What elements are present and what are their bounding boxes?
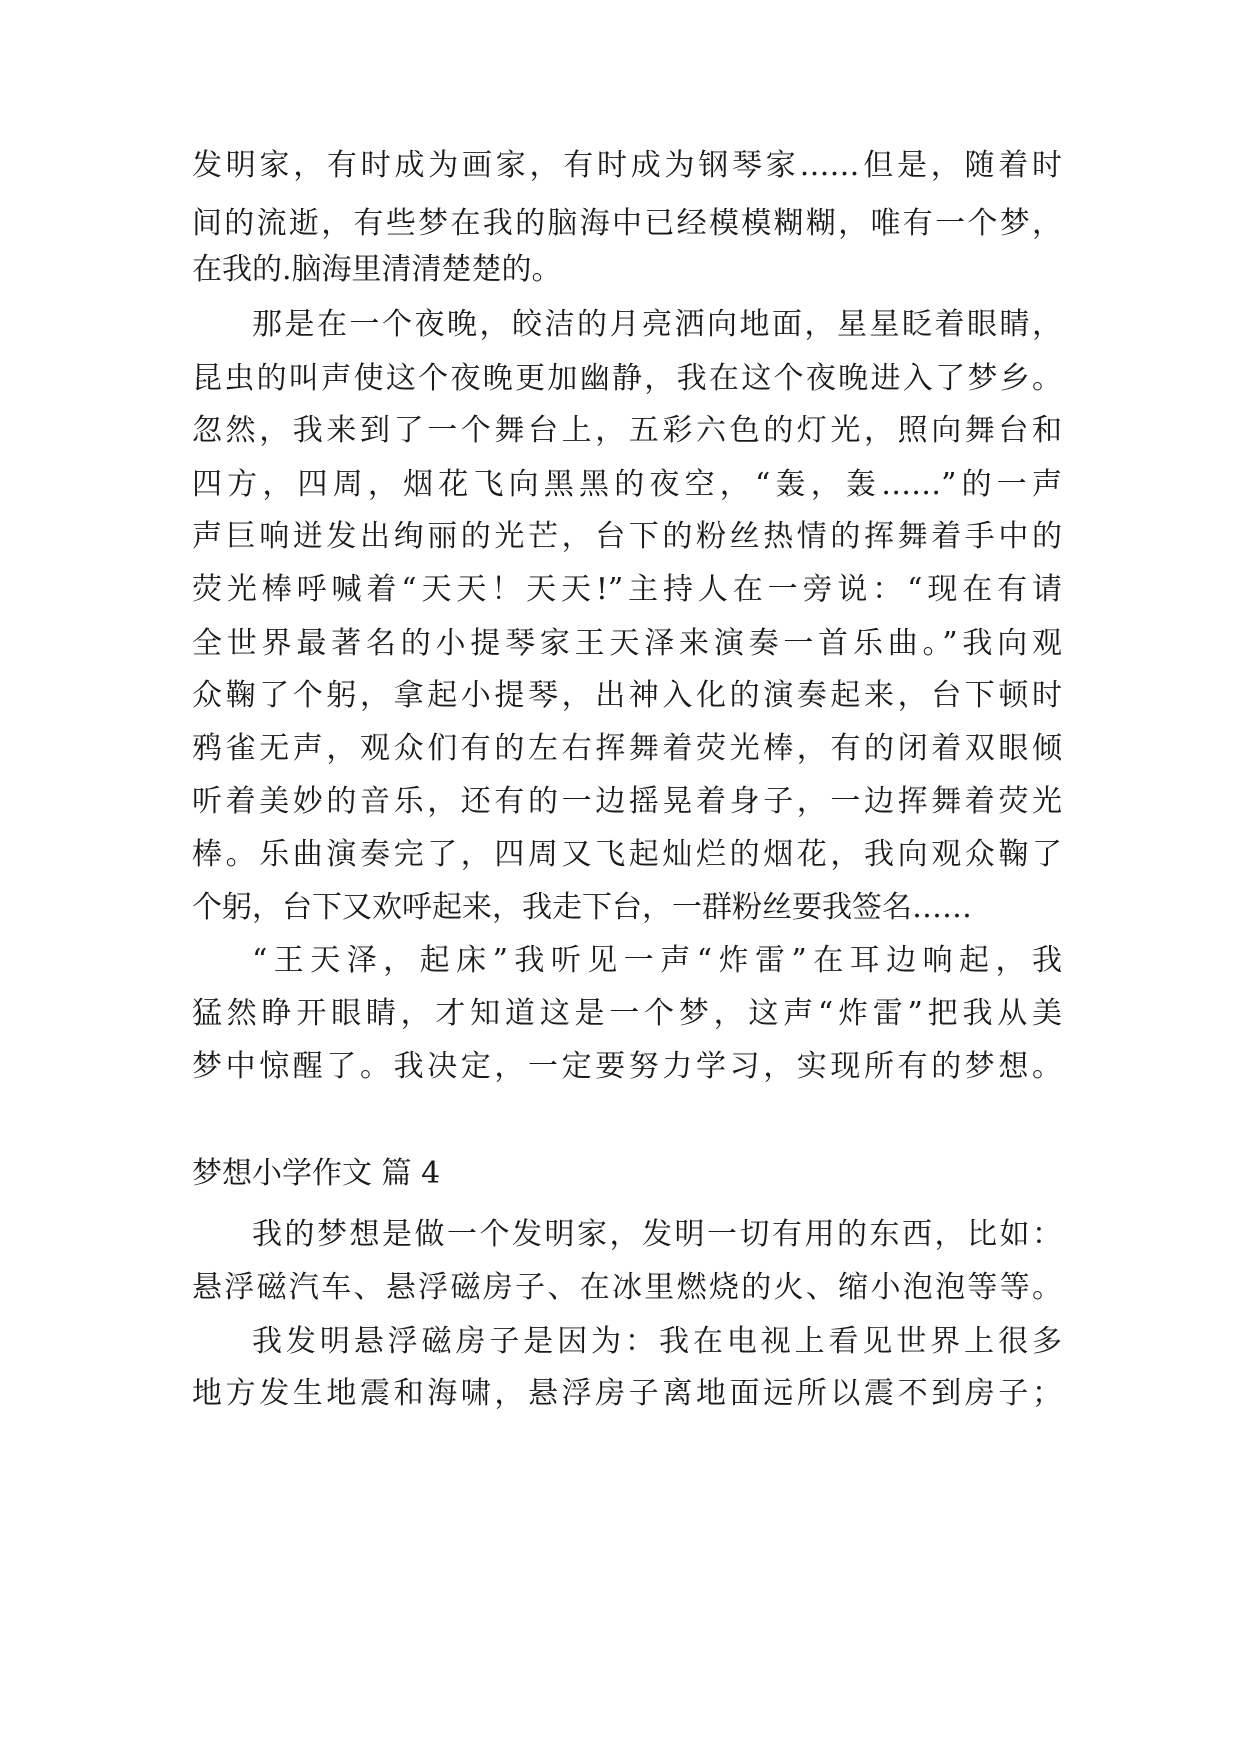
paragraph-line: 那是在一个夜晚，皎洁的月亮洒向地面，星星眨着眼睛， [252, 307, 1062, 342]
paragraph-line: 四方，四周，烟花飞向黑黑的夜空，“轰，轰……”的一声 [192, 467, 1062, 502]
paragraph-line: 悬浮磁汽车、悬浮磁房子、在冰里燃烧的火、缩小泡泡等等。 [192, 1270, 1062, 1305]
paragraph-line: 昆虫的叫声使这个夜晚更加幽静，我在这个夜晚进入了梦乡。 [192, 361, 1062, 396]
paragraph-line: 棒。乐曲演奏完了，四周又飞起灿烂的烟花，我向观众鞠了 [192, 837, 1062, 872]
paragraph-line: 声巨响迸发出绚丽的光芒，台下的粉丝热情的挥舞着手中的 [192, 519, 1062, 554]
paragraph-line: 在我的.脑海里清清楚楚的。 [192, 252, 562, 287]
paragraph-line: 忽然，我来到了一个舞台上，五彩六色的灯光，照向舞台和 [192, 413, 1062, 448]
paragraph-line: 听着美妙的音乐，还有的一边摇晃着身子，一边挥舞着荧光 [192, 784, 1062, 819]
paragraph-line: 间的流逝，有些梦在我的脑海中已经模模糊糊，唯有一个梦， [192, 206, 1062, 241]
paragraph-line: 众鞠了个躬，拿起小提琴，出神入化的演奏起来，台下顿时 [192, 678, 1062, 713]
paragraph-line: 荧光棒呼喊着“天天！天天!”主持人在一旁说：“现在有请 [192, 572, 1062, 607]
paragraph-line: 猛然睁开眼睛，才知道这是一个梦，这声“炸雷”把我从美 [192, 996, 1062, 1031]
section-heading: 梦想小学作文 篇 4 [192, 1156, 441, 1191]
paragraph-line: 个躬，台下又欢呼起来，我走下台，一群粉丝要我签名…… [192, 890, 972, 925]
paragraph-line: 鸦雀无声，观众们有的左右挥舞着荧光棒，有的闭着双眼倾 [192, 731, 1062, 766]
paragraph-line: 我的梦想是做一个发明家，发明一切有用的东西，比如： [252, 1217, 1062, 1252]
paragraph-line: 梦中惊醒了。我决定，一定要努力学习，实现所有的梦想。 [192, 1049, 1062, 1084]
paragraph-line: 地方发生地震和海啸，悬浮房子离地面远所以震不到房子； [192, 1376, 1062, 1411]
paragraph-line: 全世界最著名的小提琴家王天泽来演奏一首乐曲。”我向观 [192, 626, 1062, 661]
paragraph-line: 发明家，有时成为画家，有时成为钢琴家……但是，随着时 [192, 148, 1062, 183]
paragraph-line: 我发明悬浮磁房子是因为：我在电视上看见世界上很多 [252, 1324, 1062, 1359]
paragraph-line: “王天泽，起床”我听见一声“炸雷”在耳边响起，我 [252, 943, 1062, 978]
